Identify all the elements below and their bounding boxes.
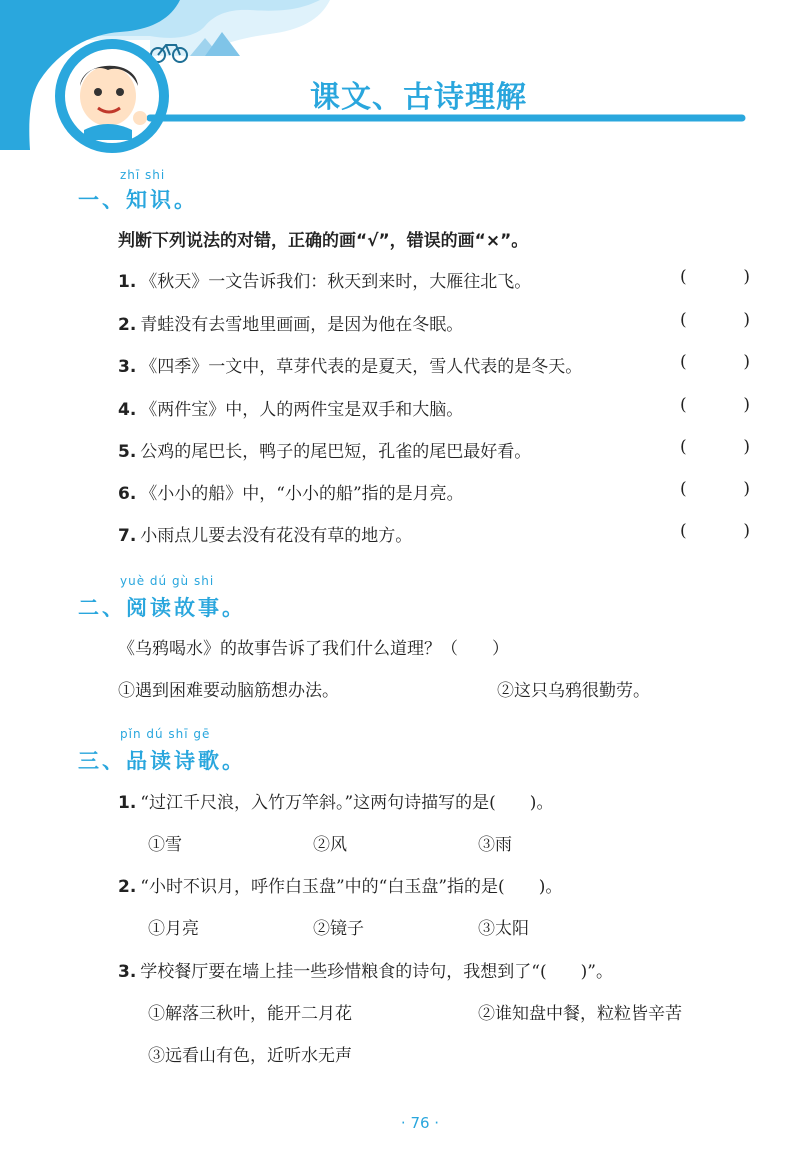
poem-q2-option-1[interactable]: ①月亮 <box>148 919 199 939</box>
answer-blank-5[interactable]: ( ) <box>680 437 750 457</box>
poem-q1-option-1[interactable]: ①雪 <box>148 835 182 855</box>
poem-q2-option-3[interactable]: ③太阳 <box>478 919 529 939</box>
poem-q2-option-2[interactable]: ②镜子 <box>313 919 364 939</box>
judge-item-3: 3. 《四季》一文中，草芽代表的是夏天，雪人代表的是冬天。 <box>118 357 583 377</box>
poem-question-3: 3. 学校餐厅要在墙上挂一些珍惜粮食的诗句，我想到了“( )”。 <box>118 962 613 982</box>
page-number: · 76 · <box>400 1114 440 1132</box>
answer-blank-4[interactable]: ( ) <box>680 395 750 415</box>
judge-item-6: 6. 《小小的船》中，“小小的船”指的是月亮。 <box>118 484 464 504</box>
poem-question-1: 1. “过江千尺浪，入竹万竿斜。”这两句诗描写的是( )。 <box>118 793 554 813</box>
judge-instruction: 判断下列说法的对错，正确的画“√”，错误的画“×”。 <box>118 231 529 251</box>
story-option-1[interactable]: ①遇到困难要动脑筋想办法。 <box>118 681 339 701</box>
poem-q3-option-1[interactable]: ①解落三秋叶，能开二月花 <box>148 1004 352 1024</box>
section-1-pinyin: zhī shi <box>120 168 166 182</box>
section-3-pinyin: pǐn dú shī gē <box>120 727 211 741</box>
poem-question-2: 2. “小时不识月，呼作白玉盘”中的“白玉盘”指的是( )。 <box>118 877 563 897</box>
section-1-heading: 一、知识。 <box>78 188 198 212</box>
poem-q3-option-2[interactable]: ②谁知盘中餐，粒粒皆辛苦 <box>478 1004 682 1024</box>
poem-q1-option-3[interactable]: ③雨 <box>478 835 512 855</box>
judge-item-2: 2. 青蛙没有去雪地里画画，是因为他在冬眠。 <box>118 315 464 335</box>
poem-q3-option-3[interactable]: ③远看山有色，近听水无声 <box>148 1046 352 1066</box>
answer-blank-6[interactable]: ( ) <box>680 479 750 499</box>
answer-blank-2[interactable]: ( ) <box>680 310 750 330</box>
answer-blank-3[interactable]: ( ) <box>680 352 750 372</box>
judge-item-5: 5. 公鸡的尾巴长，鸭子的尾巴短，孔雀的尾巴最好看。 <box>118 442 532 462</box>
answer-blank-1[interactable]: ( ) <box>680 267 750 287</box>
section-2-heading: 二、阅读故事。 <box>78 596 246 620</box>
judge-item-7: 7. 小雨点儿要去没有花没有草的地方。 <box>118 526 413 546</box>
judge-item-4: 4. 《两件宝》中，人的两件宝是双手和大脑。 <box>118 400 464 420</box>
poem-q1-option-2[interactable]: ②风 <box>313 835 347 855</box>
section-2-pinyin: yuè dú gù shi <box>120 574 215 588</box>
page-title: 课文、古诗理解 <box>310 80 527 115</box>
story-option-2[interactable]: ②这只乌鸦很勤劳。 <box>497 681 650 701</box>
answer-blank-7[interactable]: ( ) <box>680 521 750 541</box>
judge-item-1: 1. 《秋天》一文告诉我们：秋天到来时，大雁往北飞。 <box>118 272 532 292</box>
story-question: 《乌鸦喝水》的故事告诉了我们什么道理？（ ） <box>118 639 509 659</box>
section-3-heading: 三、品读诗歌。 <box>78 749 246 773</box>
